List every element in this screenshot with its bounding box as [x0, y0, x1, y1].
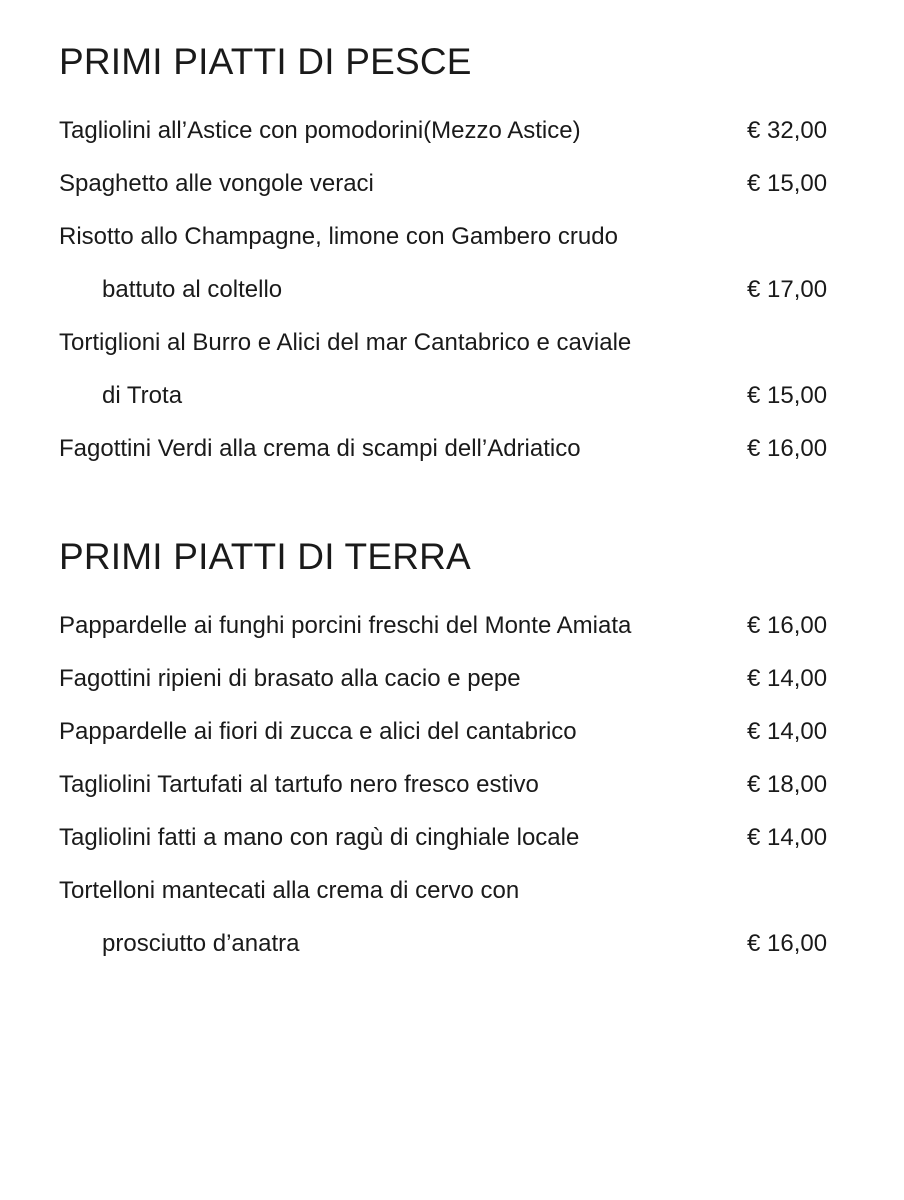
menu-item: [59, 758, 849, 811]
dish-price: € 14,00: [747, 718, 828, 745]
dish-name: Pappardelle ai funghi porcini freschi del Monte Amiata: [59, 612, 632, 639]
dish-price: € 16,00: [747, 612, 828, 639]
menu-item: [59, 652, 849, 705]
dish-name: Tortelloni mantecati alla crema di cervo con: [59, 877, 520, 904]
dish-name: Tortiglioni al Burro e Alici del mar Cantabrico e caviale: [59, 329, 632, 356]
section-title: PRIMI PIATTI DI PESCE: [59, 41, 472, 82]
menu-page: [59, 38, 849, 970]
dish-price: € 14,00: [747, 665, 828, 692]
dish-name: Tagliolini fatti a mano con ragù di cinghiale locale: [59, 824, 580, 851]
dish-name: Tagliolini all’Astice con pomodorini(Mezzo Astice): [59, 117, 581, 144]
dish-price: € 17,00: [747, 276, 828, 303]
menu-item: [59, 864, 849, 917]
dish-name: battuto al coltello: [102, 276, 283, 303]
section-terra: [59, 533, 849, 970]
dish-name: Fagottini ripieni di brasato alla cacio e pepe: [59, 665, 521, 692]
dish-price: € 16,00: [747, 930, 828, 957]
dish-name: Tagliolini Tartufati al tartufo nero fresco estivo: [59, 771, 539, 798]
dish-name: Fagottini Verdi alla crema di scampi dell’Adriatico: [59, 435, 581, 462]
dish-name: Pappardelle ai fiori di zucca e alici del cantabrico: [59, 718, 577, 745]
menu-item: [59, 316, 849, 369]
menu-item: [59, 422, 849, 475]
section-title: PRIMI PIATTI DI TERRA: [59, 536, 471, 577]
dish-price: € 32,00: [747, 117, 828, 144]
menu-item: [59, 104, 849, 157]
section-pesce: [59, 38, 849, 475]
dish-name: Risotto allo Champagne, limone con Gambero crudo: [59, 223, 618, 250]
dish-name: prosciutto d’anatra: [102, 930, 300, 957]
dish-price: € 16,00: [747, 435, 828, 462]
menu-item-continuation: [59, 917, 849, 970]
dish-price: € 15,00: [747, 170, 828, 197]
menu-item: [59, 210, 849, 263]
dish-price: € 15,00: [747, 382, 828, 409]
dish-price: € 18,00: [747, 771, 828, 798]
menu-item-continuation: [59, 263, 849, 316]
dish-name: Spaghetto alle vongole veraci: [59, 170, 374, 197]
dish-price: € 14,00: [747, 824, 828, 851]
menu-item: [59, 811, 849, 864]
dish-name: di Trota: [102, 382, 183, 409]
menu-item: [59, 705, 849, 758]
menu-item-continuation: [59, 369, 849, 422]
menu-item: [59, 599, 849, 652]
menu-item: [59, 157, 849, 210]
